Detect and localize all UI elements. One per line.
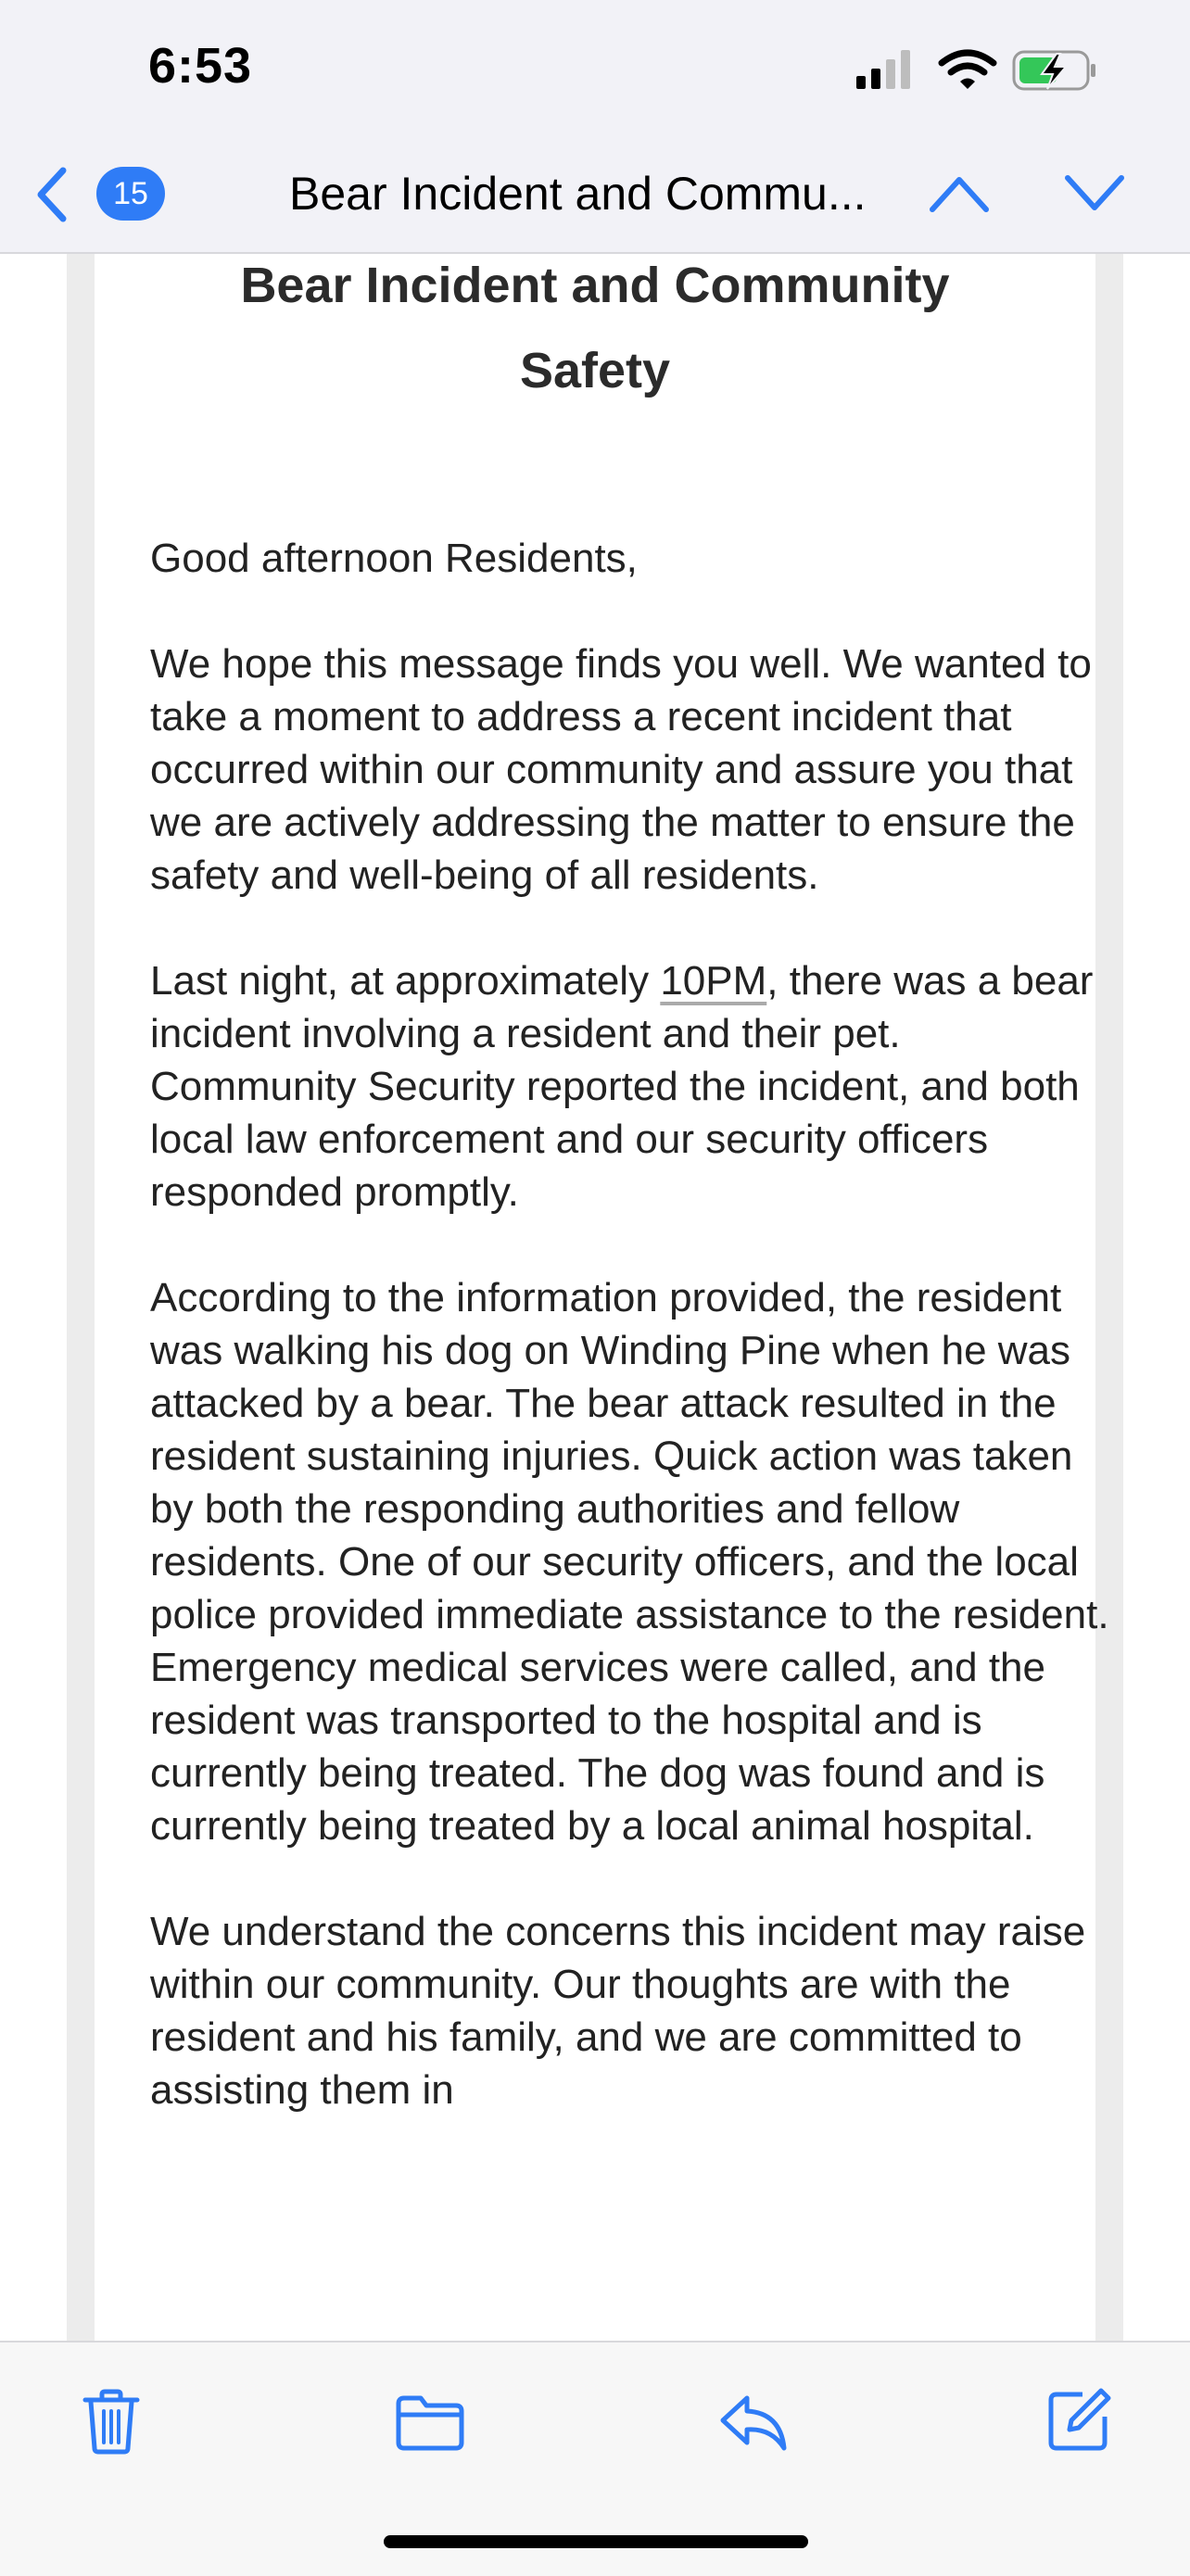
email-paragraph-3: According to the information provided, the resident was walking his dog on Winding Pine when he was attacked by a bear. The bear attack resulted in the resident sustaining injuries. Quick action was taken by both the responding authorities and fellow residents. One of our security officers, and the local police provided immediate assistance to the resident. Emergency medical services were called, and the resident was transported to the hospital and is currently being treated. The dog was found and is currently being treated by a local animal hospital. xyxy=(150,1275,1109,1849)
status-time: 6:53 xyxy=(148,38,253,94)
email-card xyxy=(95,254,1109,2341)
paragraph-2-text-start: Last night, at approximately xyxy=(150,958,661,1004)
nav-title: Bear Incident and Commu... xyxy=(289,168,867,220)
email-paragraph-4: We understand the concerns this incident may raise within our community. Our thoughts are with the resident and his family, and we are committed to assisting them in xyxy=(150,1909,1086,2113)
next-message-chevron-down-icon[interactable] xyxy=(1062,172,1127,215)
home-indicator[interactable] xyxy=(384,2535,808,2548)
status-bar xyxy=(0,0,1190,139)
email-paragraph-2 xyxy=(150,954,1114,1219)
folder-icon[interactable] xyxy=(395,2394,465,2452)
nav-bar xyxy=(0,139,1190,254)
wifi-icon xyxy=(942,53,994,89)
paragraph-2-text-end: , there was a bear incident involving a resident and their pet. Community Security reported the incident, and both local law enforcement and our security officers responded promptly. xyxy=(150,958,1094,1215)
email-greeting: Good afternoon Residents, xyxy=(150,536,638,581)
reply-icon[interactable] xyxy=(719,2393,788,2452)
email-heading-line1: Bear Incident and Community xyxy=(240,258,950,313)
email-gutter-left xyxy=(67,254,95,2341)
back-chevron-icon[interactable] xyxy=(33,165,70,224)
email-body xyxy=(150,532,1114,2169)
compose-icon[interactable] xyxy=(1045,2387,1112,2454)
time-link[interactable]: 10PM xyxy=(660,958,767,1004)
previous-message-chevron-up-icon[interactable] xyxy=(927,172,992,215)
email-content[interactable] xyxy=(0,254,1190,2341)
cellular-signal-icon xyxy=(856,50,910,89)
trash-icon[interactable] xyxy=(82,2389,141,2456)
email-paragraph-1: We hope this message finds you well. We wanted to take a moment to address a recent incident that occurred within our community and assure you that we are actively addressing the matter to ensure the safety and well-being of all residents. xyxy=(150,641,1092,898)
email-heading-line2: Safety xyxy=(519,343,671,398)
battery-charging-icon xyxy=(1014,52,1095,89)
unread-count-badge[interactable]: 15 xyxy=(96,167,165,221)
status-icons xyxy=(856,46,1097,93)
email-heading xyxy=(95,254,1095,413)
